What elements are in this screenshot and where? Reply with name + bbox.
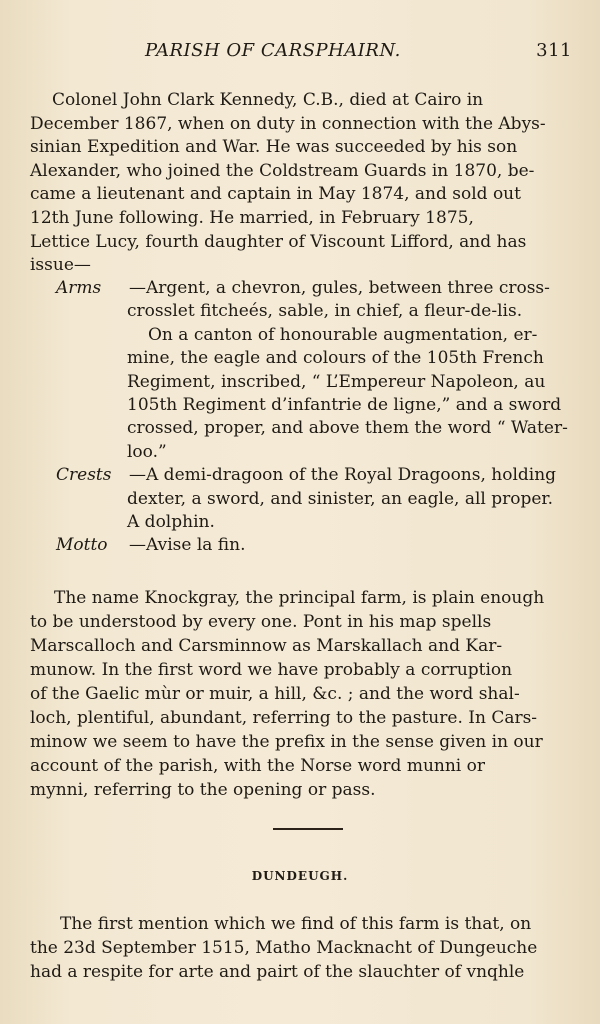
text-line: had a respite for arte and pairt of the slauchter of vnqhle (30, 962, 525, 982)
running-header (145, 40, 572, 64)
text-line: the 23d September 1515, Matho Macknacht of Dungeuche (30, 938, 538, 958)
blazon-line: dexter, a sword, and sinister, an eagle, all proper. (127, 488, 554, 509)
text-line: issue— (30, 255, 91, 276)
text-line: The first mention which we find of this farm is that, on (60, 914, 532, 934)
text-line: minow we seem to have the prefix in the sense given in our (30, 732, 543, 752)
page-number: 311 (536, 40, 572, 61)
blazon-line: crosslet fitcheés, sable, in chief, a fleur-de-lis. (127, 301, 523, 322)
crests-label: Crests (56, 465, 112, 486)
text-line: Colonel John Clark Kennedy, C.B., died at Cairo in (52, 90, 484, 110)
arms-label: Arms (56, 278, 102, 298)
blazon-line: —Argent, a chevron, gules, between three cross- (129, 278, 550, 298)
text-line: The name Knockgray, the principal farm, is plain enough (54, 588, 545, 608)
blazon-line: mine, the eagle and colours of the 105th French (127, 348, 544, 369)
text-line: 12th June following. He married, in February 1875, (30, 207, 474, 228)
text-line: sinian Expedition and War. He was succeeded by his son (30, 137, 518, 158)
running-title: PARISH OF CARSPHAIRN. (145, 40, 401, 61)
text-line: Marscalloch and Carsminnow as Marskallach and Kar- (30, 636, 503, 656)
text-line: account of the parish, with the Norse word munni or (30, 756, 485, 776)
blazon-arms (30, 277, 580, 464)
section-heading: DUNDEUGH. (251, 869, 349, 883)
blazon-line: crossed, proper, and above them the word “ Water- (127, 418, 568, 439)
blazon-line: Regiment, inscribed, “ L’Empereur Napoleon, au (127, 371, 546, 392)
blazon-line: A dolphin. (127, 512, 215, 533)
text-line: loch, plentiful, abundant, referring to the pasture. In Cars- (30, 708, 538, 728)
text-line: munow. In the first word we have probably a corruption (30, 660, 513, 680)
text-line: Lettice Lucy, fourth daughter of Viscount Lifford, and has (30, 231, 527, 252)
blazon-line: loo.” (127, 441, 167, 462)
blazon-line: 105th Regiment d’infantrie de ligne,” and a sword (127, 395, 562, 416)
blazon-motto (30, 534, 580, 557)
motto-label: Motto (56, 535, 108, 556)
paragraph-dundeugh (30, 912, 580, 984)
text-line: mynni, referring to the opening or pass. (30, 780, 376, 800)
text-line: to be understood by every one. Pont in his map spells (30, 612, 492, 632)
text-line: came a lieutenant and captain in May 1874, and sold out (30, 184, 521, 205)
blazon-line: —Avise la fin. (129, 535, 246, 556)
section-divider (273, 828, 343, 830)
blazon-crests (30, 464, 580, 534)
blazon-line: On a canton of honourable augmentation, er- (148, 324, 538, 345)
text-line: of the Gaelic mùr or muir, a hill, &c. ; and the word shal- (30, 684, 520, 704)
blazon-line: —A demi-dragoon of the Royal Dragoons, holding (129, 465, 557, 486)
text-line: Alexander, who joined the Coldstream Guards in 1870, be- (30, 160, 535, 181)
paragraph-kennedy (30, 89, 580, 278)
paragraph-knockgray (30, 586, 580, 802)
text-line: December 1867, when on duty in connection with the Abys- (30, 113, 546, 134)
heraldic-blazon (30, 277, 580, 558)
